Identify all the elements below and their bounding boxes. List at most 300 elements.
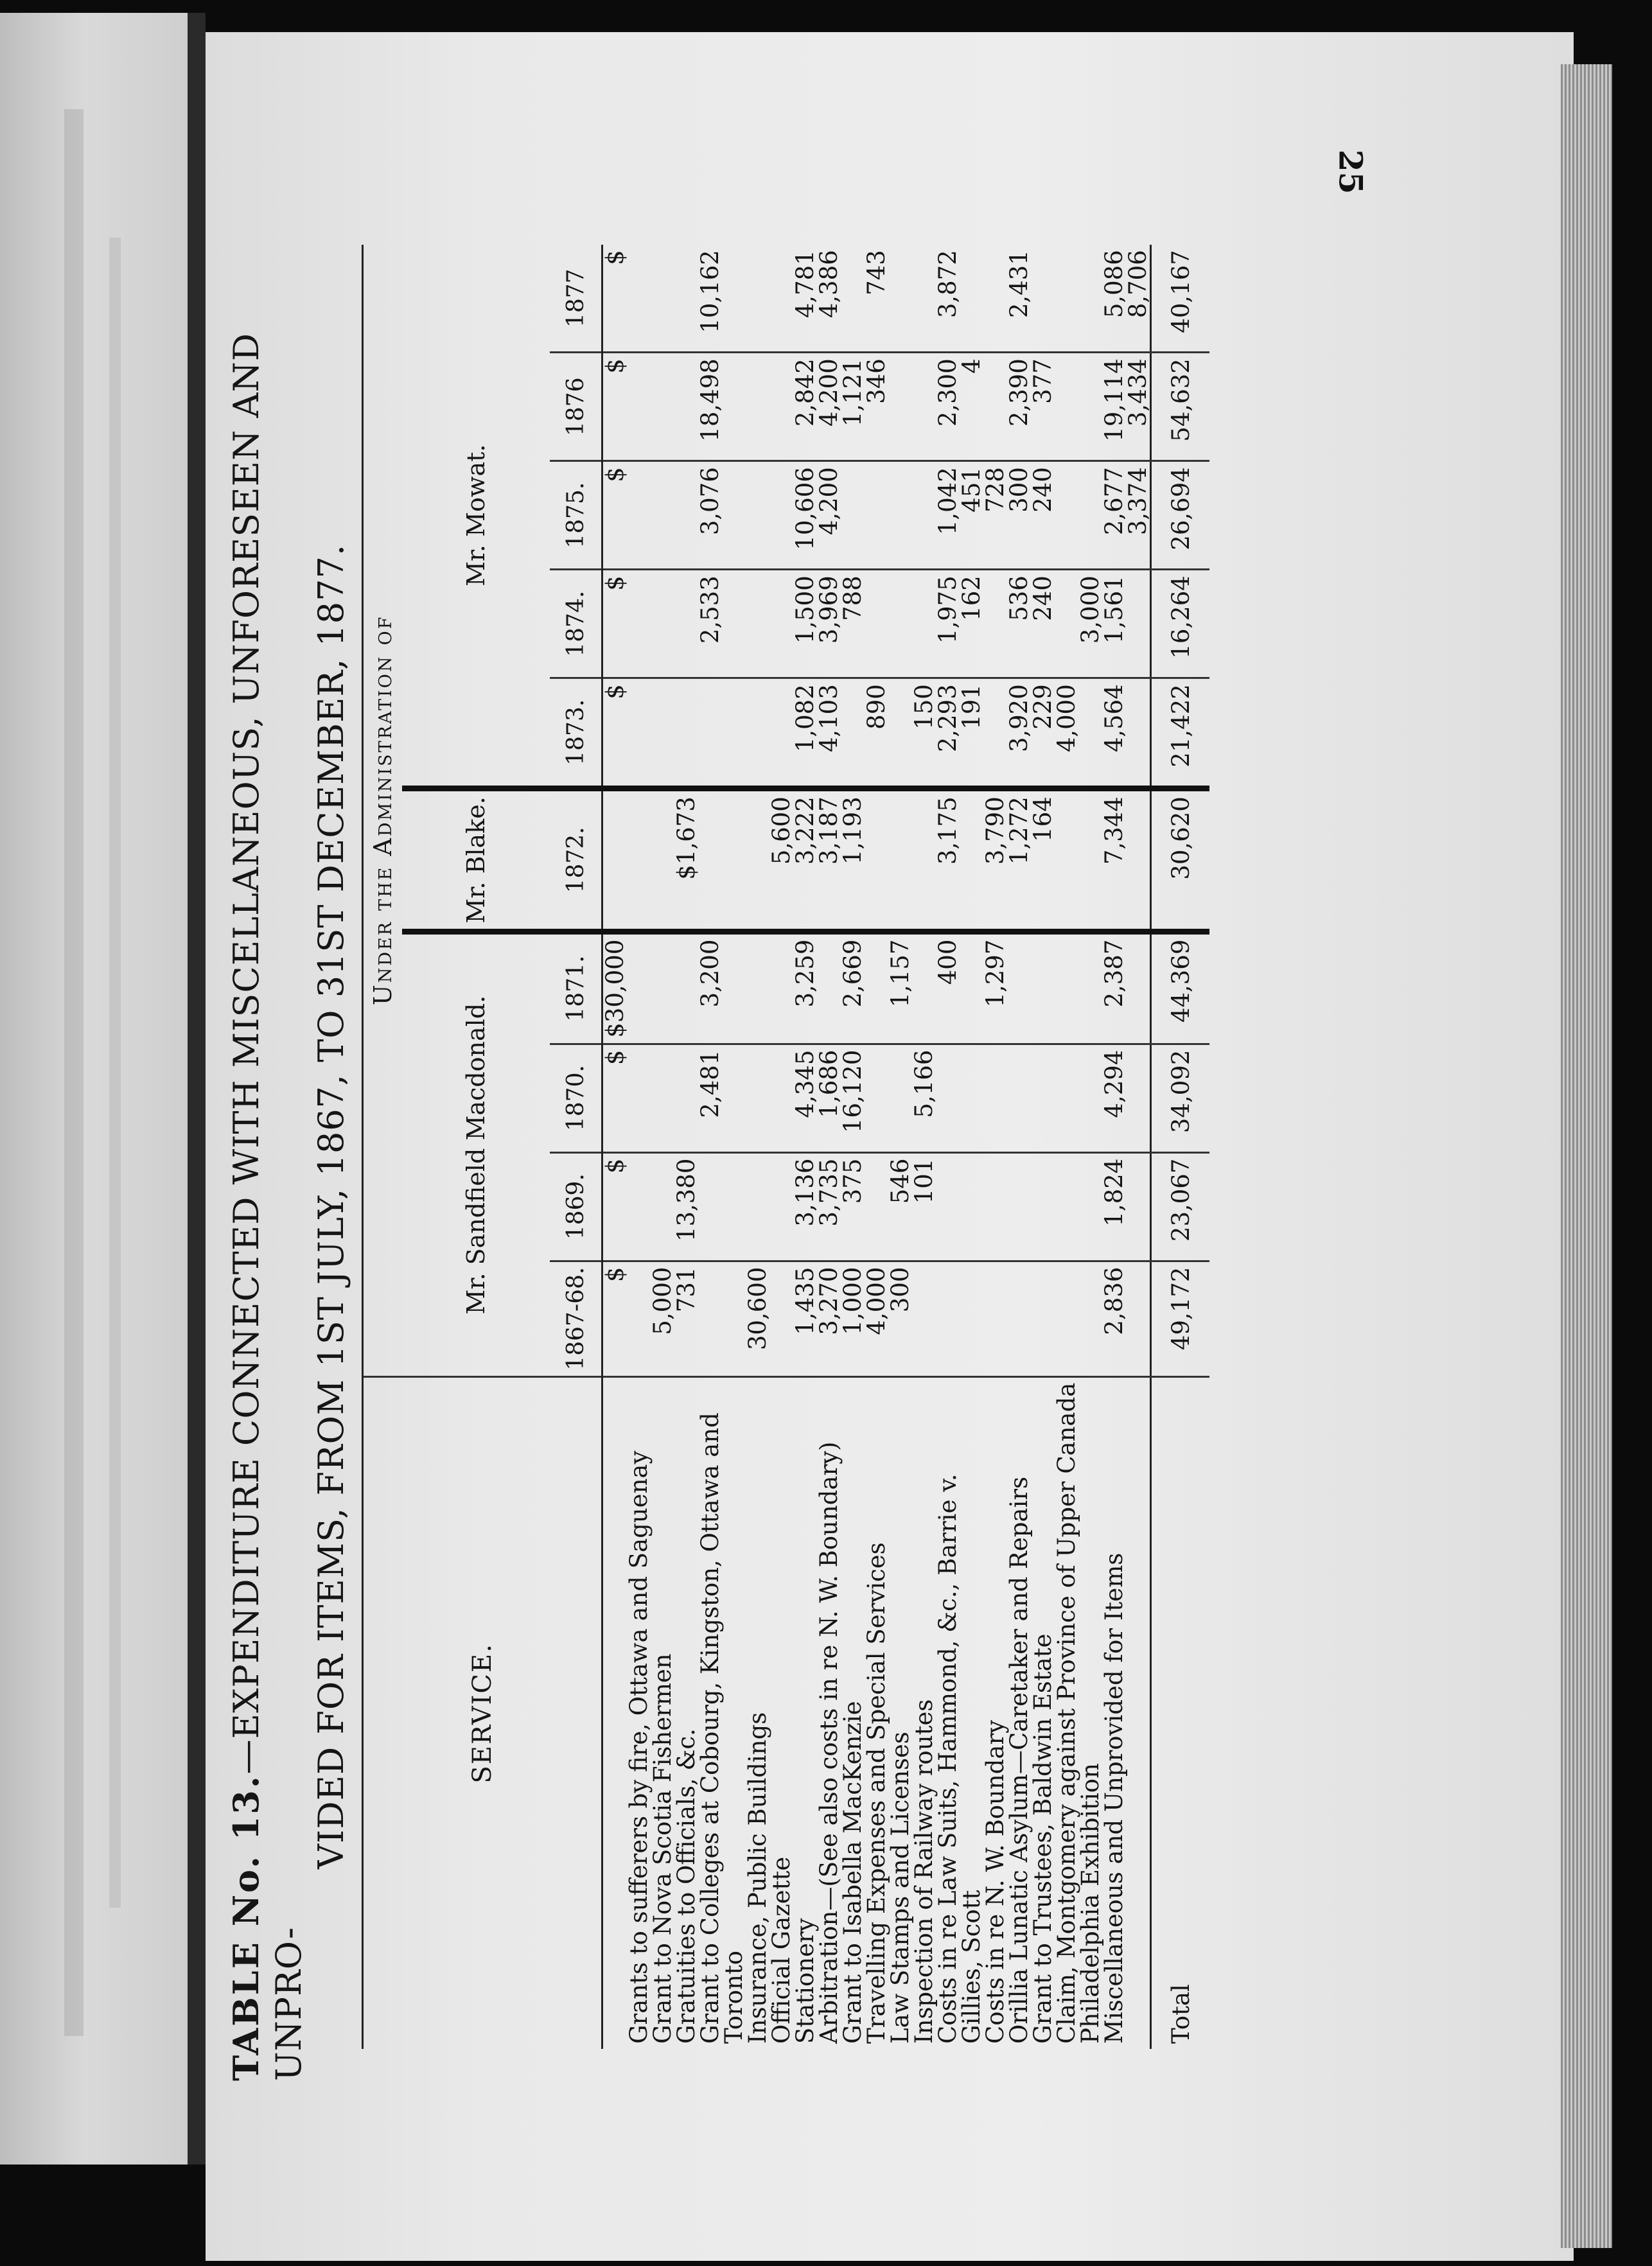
amount-cell: 4,781: [793, 245, 817, 353]
amount-cell: 16,120: [841, 1044, 865, 1152]
amount-cell: $: [602, 570, 628, 678]
amount-cell: [698, 1261, 722, 1376]
amount-cell: 10,162: [698, 245, 722, 353]
amount-cell: [627, 461, 651, 570]
service-label: Miscellaneous and Unprovided for Items: [1100, 1552, 1128, 2044]
amount-cell: 2,669: [841, 931, 865, 1044]
amount-cell: $: [602, 461, 628, 570]
amount-cell: [746, 570, 769, 678]
amount-cell: [674, 461, 698, 570]
amount-cell: 2,300: [936, 353, 960, 461]
amount-cell: [960, 931, 983, 1044]
table-row: [793, 245, 817, 2049]
amount-cell: 4,386: [817, 245, 841, 353]
amount-cell: [651, 245, 674, 353]
amount-cell: 19,114: [1102, 353, 1126, 461]
amount-cell: 2,293: [936, 678, 960, 789]
amount-cell: [627, 931, 651, 1044]
amount-cell: [1126, 1261, 1151, 1376]
amount-cell: [627, 1261, 651, 1376]
amount-cell: 2,533: [698, 570, 722, 678]
year-header: 1870.: [550, 1044, 602, 1152]
amount-cell: [651, 461, 674, 570]
amount-cell: 3,187: [817, 789, 841, 931]
amount-cell: [888, 678, 912, 789]
amount-cell: 1,193: [841, 789, 865, 931]
amount-cell: [1055, 461, 1078, 570]
amount-cell: [841, 678, 865, 789]
amount-cell: 3,175: [936, 789, 960, 931]
amount-cell: [746, 1152, 769, 1261]
amount-cell: [651, 678, 674, 789]
amount-cell: 3,259: [793, 931, 817, 1044]
amount-cell: 1,975: [936, 570, 960, 678]
amount-cell: [746, 789, 769, 931]
amount-cell: [769, 678, 793, 789]
amount-cell: 1,082: [793, 678, 817, 789]
amount-cell: [1078, 1152, 1102, 1261]
total-row: [1151, 245, 1210, 2049]
facing-page: [0, 13, 188, 2165]
amount-cell: 34,092: [1151, 1044, 1210, 1152]
amount-cell: [983, 570, 1007, 678]
amount-cell: 1,561: [1102, 570, 1126, 678]
amount-cell: [1126, 931, 1151, 1044]
amount-cell: $: [602, 353, 628, 461]
amount-cell: [651, 1044, 674, 1152]
amount-cell: [674, 931, 698, 1044]
amount-cell: [769, 1261, 793, 1376]
amount-cell: [960, 1261, 983, 1376]
amount-cell: 4,294: [1102, 1044, 1126, 1152]
amount-cell: [865, 789, 888, 931]
amount-cell: [674, 1044, 698, 1152]
table-row: [627, 245, 651, 2049]
amount-cell: [888, 570, 912, 678]
amount-cell: [1078, 461, 1102, 570]
amount-cell: [1078, 789, 1102, 931]
amount-cell: [865, 1152, 888, 1261]
amount-cell: [722, 245, 746, 353]
amount-cell: [1078, 1044, 1102, 1152]
amount-cell: 4,000: [1055, 678, 1078, 789]
amount-cell: [769, 245, 793, 353]
amount-cell: 3,136: [793, 1152, 817, 1261]
amount-cell: 4,345: [793, 1044, 817, 1152]
amount-cell: 3,872: [936, 245, 960, 353]
amount-cell: 49,172: [1151, 1261, 1210, 1376]
amount-cell: [1055, 789, 1078, 931]
amount-cell: [627, 789, 651, 931]
amount-cell: [983, 1044, 1007, 1152]
amount-cell: [865, 570, 888, 678]
table-row: [817, 245, 841, 2049]
amount-cell: [841, 461, 865, 570]
amount-cell: [722, 1044, 746, 1152]
amount-cell: [960, 1044, 983, 1152]
amount-cell: [1007, 1044, 1031, 1152]
amount-cell: [698, 789, 722, 931]
amount-cell: 1,686: [817, 1044, 841, 1152]
amount-cell: 4,103: [817, 678, 841, 789]
amount-cell: [1078, 1261, 1102, 1376]
amount-cell: [769, 570, 793, 678]
amount-cell: [627, 678, 651, 789]
facing-page-bleedthrough: [26, 109, 161, 2036]
amount-cell: 44,369: [1151, 931, 1210, 1044]
amount-cell: 23,067: [1151, 1152, 1210, 1261]
year-header: 1873.: [550, 678, 602, 789]
service-label: [602, 1376, 628, 2049]
amount-cell: [912, 1261, 936, 1376]
amount-cell: [674, 570, 698, 678]
service-label: Grant to Colleges at Cobourg, Kingston, Ottawa and: [696, 1412, 724, 2044]
amount-cell: 1,042: [936, 461, 960, 570]
amount-cell: [602, 789, 628, 931]
amount-cell: 4,200: [817, 461, 841, 570]
amount-cell: 3,000: [1078, 570, 1102, 678]
service-label: Costs in re N. W. Boundary: [981, 1719, 1009, 2044]
amount-cell: 2,842: [793, 353, 817, 461]
amount-cell: [722, 931, 746, 1044]
amount-cell: [912, 570, 936, 678]
amount-cell: [1055, 353, 1078, 461]
amount-cell: [865, 461, 888, 570]
amount-cell: [651, 931, 674, 1044]
amount-cell: [960, 245, 983, 353]
amount-cell: 30,600: [746, 1261, 769, 1376]
table-row: [936, 245, 960, 2049]
table-row: [698, 245, 722, 2049]
amount-cell: [912, 461, 936, 570]
table-body: [602, 245, 1210, 2049]
service-label: Claim, Montgomery against Province of Upper Canada: [1053, 1382, 1080, 2044]
amount-cell: [674, 245, 698, 353]
amount-cell: 731: [674, 1261, 698, 1376]
amount-cell: [722, 1152, 746, 1261]
amount-cell: [1055, 1044, 1078, 1152]
amount-cell: [1007, 931, 1031, 1044]
amount-cell: 2,481: [698, 1044, 722, 1152]
amount-cell: [1126, 1044, 1151, 1152]
amount-cell: [865, 1044, 888, 1152]
amount-cell: 1,297: [983, 931, 1007, 1044]
service-label: Orillia Lunatic Asylum—Caretaker and Repairs: [1005, 1477, 1033, 2044]
amount-cell: 451: [960, 461, 983, 570]
amount-cell: [936, 1044, 960, 1152]
amount-cell: 2,390: [1007, 353, 1031, 461]
amount-cell: $: [602, 1044, 628, 1152]
amount-cell: 1,824: [1102, 1152, 1126, 1261]
service-label: Grant to Trustees, Baldwin Estate: [1029, 1633, 1057, 2044]
amount-cell: 4,200: [817, 353, 841, 461]
amount-cell: [651, 1152, 674, 1261]
amount-cell: 728: [983, 461, 1007, 570]
amount-cell: 4,564: [1102, 678, 1126, 789]
amount-cell: 8,706: [1126, 245, 1151, 353]
amount-cell: [627, 245, 651, 353]
amount-cell: [1031, 1261, 1055, 1376]
amount-cell: [983, 1152, 1007, 1261]
amount-cell: 1,000: [841, 1261, 865, 1376]
amount-cell: 2,387: [1102, 931, 1126, 1044]
amount-cell: [651, 789, 674, 931]
amount-cell: 890: [865, 678, 888, 789]
service-label: Grant to Nova Scotia Fishermen: [649, 1653, 676, 2044]
amount-cell: [936, 1261, 960, 1376]
minister-sandfield-macdonald: Mr. Sandfield Macdonald.: [402, 931, 550, 1376]
amount-cell: 300: [1007, 461, 1031, 570]
amount-cell: [888, 789, 912, 931]
table-row: [841, 245, 865, 2049]
amount-cell: 54,632: [1151, 353, 1210, 461]
amount-cell: [722, 789, 746, 931]
amount-cell: 240: [1031, 461, 1055, 570]
amount-cell: [912, 789, 936, 931]
amount-cell: 400: [936, 931, 960, 1044]
amount-cell: 3,270: [817, 1261, 841, 1376]
administration-header: Under the Administration of: [363, 245, 403, 1376]
amount-cell: [651, 353, 674, 461]
amount-cell: 3,920: [1007, 678, 1031, 789]
amount-cell: [1078, 931, 1102, 1044]
amount-cell: [769, 931, 793, 1044]
amount-cell: [722, 678, 746, 789]
amount-cell: $: [602, 1152, 628, 1261]
amount-cell: [888, 353, 912, 461]
amount-cell: [960, 1152, 983, 1261]
amount-cell: [888, 461, 912, 570]
amount-cell: [1031, 1044, 1055, 1152]
amount-cell: [1126, 789, 1151, 931]
amount-cell: [722, 1261, 746, 1376]
amount-cell: [983, 678, 1007, 789]
amount-cell: 5,086: [1102, 245, 1126, 353]
amount-cell: 5,600: [769, 789, 793, 931]
amount-cell: 375: [841, 1152, 865, 1261]
service-label: Toronto: [720, 1950, 748, 2044]
amount-cell: [746, 678, 769, 789]
page-number: 25: [1331, 149, 1370, 195]
amount-cell: 3,790: [983, 789, 1007, 931]
amount-cell: [722, 570, 746, 678]
book-gutter: [188, 13, 206, 2165]
amount-cell: [627, 570, 651, 678]
table-row: [746, 245, 769, 2049]
amount-cell: 2,836: [1102, 1261, 1126, 1376]
expenditure-table: [362, 245, 1209, 2049]
amount-cell: 21,422: [1151, 678, 1210, 789]
service-label: Arbitration—(See also costs in re N. W. Boundary): [815, 1441, 843, 2044]
table-title-prefix: TABLE No. 13.: [225, 1774, 267, 2081]
amount-cell: [1126, 1152, 1151, 1261]
amount-cell: [746, 245, 769, 353]
amount-cell: 4,000: [865, 1261, 888, 1376]
amount-cell: $30,000: [602, 931, 628, 1044]
amount-cell: 3,076: [698, 461, 722, 570]
amount-cell: 1,435: [793, 1261, 817, 1376]
amount-cell: [1031, 245, 1055, 353]
amount-cell: 5,166: [912, 1044, 936, 1152]
service-label: Stationery: [791, 1918, 819, 2044]
amount-cell: [1055, 570, 1078, 678]
amount-cell: 1,500: [793, 570, 817, 678]
amount-cell: 2,431: [1007, 245, 1031, 353]
amount-cell: [865, 931, 888, 1044]
service-label: Total: [1151, 1376, 1210, 2049]
service-label: Law Stamps and Licenses: [886, 1732, 914, 2044]
currency-row: [602, 245, 628, 2049]
table-row: [1102, 245, 1126, 2049]
amount-cell: [1126, 678, 1151, 789]
amount-cell: 13,380: [674, 1152, 698, 1261]
table-row: [1055, 245, 1078, 2049]
amount-cell: [769, 1044, 793, 1152]
amount-cell: [674, 353, 698, 461]
amount-cell: [983, 245, 1007, 353]
amount-cell: [1078, 353, 1102, 461]
amount-cell: 788: [841, 570, 865, 678]
amount-cell: [817, 931, 841, 1044]
amount-cell: 377: [1031, 353, 1055, 461]
table-row: [960, 245, 983, 2049]
service-column-header: SERVICE.: [363, 1376, 602, 2049]
amount-cell: 300: [888, 1261, 912, 1376]
minister-mowat: Mr. Mowat.: [402, 245, 550, 789]
amount-cell: 3,969: [817, 570, 841, 678]
amount-cell: 26,694: [1151, 461, 1210, 570]
amount-cell: 164: [1031, 789, 1055, 931]
amount-cell: 3,374: [1126, 461, 1151, 570]
table-row: [1007, 245, 1031, 2049]
amount-cell: 5,000: [651, 1261, 674, 1376]
amount-cell: [769, 353, 793, 461]
year-header: 1877: [550, 245, 602, 353]
service-label: Grant to Isabella MacKenzie: [839, 1701, 866, 2044]
amount-cell: [1078, 245, 1102, 353]
amount-cell: [1031, 931, 1055, 1044]
rotated-table-content: [225, 225, 1342, 2087]
amount-cell: 229: [1031, 678, 1055, 789]
amount-cell: 7,344: [1102, 789, 1126, 931]
amount-cell: 150: [912, 678, 936, 789]
amount-cell: 4: [960, 353, 983, 461]
amount-cell: [1055, 931, 1078, 1044]
amount-cell: [983, 1261, 1007, 1376]
amount-cell: 3,735: [817, 1152, 841, 1261]
amount-cell: [698, 678, 722, 789]
table-title: [225, 225, 353, 2087]
amount-cell: [912, 245, 936, 353]
year-header: 1869.: [550, 1152, 602, 1261]
amount-cell: [627, 1152, 651, 1261]
year-header: 1867-68.: [550, 1261, 602, 1376]
amount-cell: [746, 353, 769, 461]
service-label: Gillies, Scott: [958, 1890, 985, 2044]
amount-cell: $: [602, 678, 628, 789]
amount-cell: 16,264: [1151, 570, 1210, 678]
amount-cell: 191: [960, 678, 983, 789]
amount-cell: 346: [865, 353, 888, 461]
amount-cell: [1055, 1152, 1078, 1261]
amount-cell: [1055, 245, 1078, 353]
amount-cell: [722, 461, 746, 570]
amount-cell: 10,606: [793, 461, 817, 570]
amount-cell: [769, 461, 793, 570]
amount-cell: 2,677: [1102, 461, 1126, 570]
amount-cell: [841, 245, 865, 353]
table-row: [1078, 245, 1102, 2049]
table-title-line1: —EXPENDITURE CONNECTED WITH MISCELLANEOUS, UNFORESEEN AND UNPRO-: [226, 332, 309, 2081]
amount-cell: [769, 1152, 793, 1261]
amount-cell: 30,620: [1151, 789, 1210, 931]
amount-cell: [627, 1044, 651, 1152]
amount-cell: [651, 570, 674, 678]
service-label: Official Gazette: [768, 1856, 795, 2044]
service-label: Travelling Expenses and Special Services: [863, 1542, 890, 2044]
service-label: Insurance, Public Buildings: [744, 1712, 771, 2044]
amount-cell: [746, 931, 769, 1044]
table-row: [1126, 245, 1151, 2049]
service-label: Inspection of Railway routes: [910, 1699, 938, 2044]
table-row: [722, 245, 746, 2049]
amount-cell: 101: [912, 1152, 936, 1261]
amount-cell: 743: [865, 245, 888, 353]
amount-cell: [1078, 678, 1102, 789]
year-header: 1872.: [550, 789, 602, 931]
amount-cell: 40,167: [1151, 245, 1210, 353]
page-edge-stack: [1561, 64, 1612, 2248]
amount-cell: [888, 245, 912, 353]
table-row: [674, 245, 698, 2049]
amount-cell: 18,498: [698, 353, 722, 461]
year-header: 1875.: [550, 461, 602, 570]
amount-cell: [912, 931, 936, 1044]
amount-cell: 1,272: [1007, 789, 1031, 931]
amount-cell: [1055, 1261, 1078, 1376]
amount-cell: [746, 1044, 769, 1152]
table-row: [983, 245, 1007, 2049]
amount-cell: [983, 353, 1007, 461]
amount-cell: $: [602, 245, 628, 353]
service-label: Grants to sufferers by fire, Ottawa and Saguenay: [625, 1450, 653, 2044]
amount-cell: $1,673: [674, 789, 698, 931]
table-row: [888, 245, 912, 2049]
amount-cell: 546: [888, 1152, 912, 1261]
amount-cell: $: [602, 1261, 628, 1376]
service-label: Gratuities to Officials, &c.: [672, 1728, 700, 2044]
table-row: [651, 245, 674, 2049]
amount-cell: [627, 353, 651, 461]
amount-cell: 1,157: [888, 931, 912, 1044]
amount-cell: [936, 1152, 960, 1261]
amount-cell: 536: [1007, 570, 1031, 678]
table-title-line2: VIDED FOR ITEMS, FROM 1ST JULY, 1867, TO 31ST DECEMBER, 1877.: [311, 543, 351, 1869]
amount-cell: [722, 353, 746, 461]
amount-cell: [1007, 1152, 1031, 1261]
year-header: 1871.: [550, 931, 602, 1044]
amount-cell: [912, 353, 936, 461]
table-row: [769, 245, 793, 2049]
amount-cell: 162: [960, 570, 983, 678]
service-label: [1126, 1376, 1151, 2049]
amount-cell: [1031, 1152, 1055, 1261]
amount-cell: [1126, 570, 1151, 678]
amount-cell: [888, 1044, 912, 1152]
service-label: Philadelphia Exhibition: [1076, 1763, 1104, 2044]
table-row: [912, 245, 936, 2049]
amount-cell: [698, 1152, 722, 1261]
